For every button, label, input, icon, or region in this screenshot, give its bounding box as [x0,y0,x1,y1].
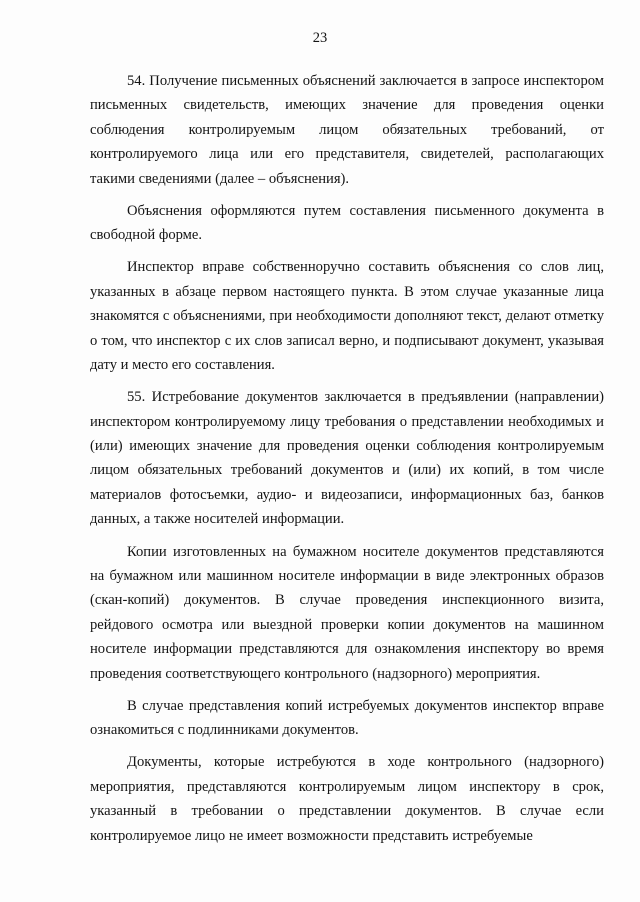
paragraph-54-explanations: 54. Получение письменных объяснений заключается в запросе инспектором письменных свидетельств, имеющих значение для проведения оценки соблюдения контролируемым лицом обязательных требований, от контролируемого лица или его представителя, свидетелей, располагающих такими сведениями (далее – объяснения). [90,73,604,187]
paragraph-deadline: Документы, которые истребуются в ходе контрольного (надзорного) мероприятия, представляются контролируемым лицом инспектору в срок, указанный в требовании о представлении документов. В случае если контролируемое лицо не имеет возможности представить истребуемые [90,754,604,844]
paragraph-inspector-writes: Инспектор вправе собственноручно составить объяснения со слов лиц, указанных в абзаце первом настоящего пункта. В этом случае указанные лица знакомятся с объяснениями, при необходимости дополняют текст, делают отметку о том, что инспектор с их слов записал верно, и подписывают документ, указывая дату и место его составления. [90,259,604,374]
paragraph-copies: Копии изготовленных на бумажном носителе документов представляются на бумажном или машинном носителе информации в виде электронных образов (скан-копий) документов. В случае проведения инспекционного визита, рейдового осмотра или выездной проверки копии документов на машинном носителе информации представляются для ознакомления инспектору во время проведения соответствующего контрольного (надзорного) мероприятия. [90,543,604,682]
page-number: 23 [312,30,328,46]
document-body [90,69,604,848]
paragraph-originals: В случае представления копий истребуемых документов инспектор вправе ознакомиться с подлинниками документов. [90,697,604,739]
paragraph-explanations-form: Объяснения оформляются путем составления письменного документа в свободной форме. [90,202,604,244]
paragraph-55-documents: 55. Истребование документов заключается в предъявлении (направлении) инспектором контролируемому лицу требования о представлении необходимых и (или) имеющих значение для проведения оценки соблюдения контролируемым лицом обязательных требований документов и (или) их копий, в том числе материалов фотосъемки, аудио- и видеозаписи, информационных баз, банков данных, а также носителей информации. [90,389,604,528]
